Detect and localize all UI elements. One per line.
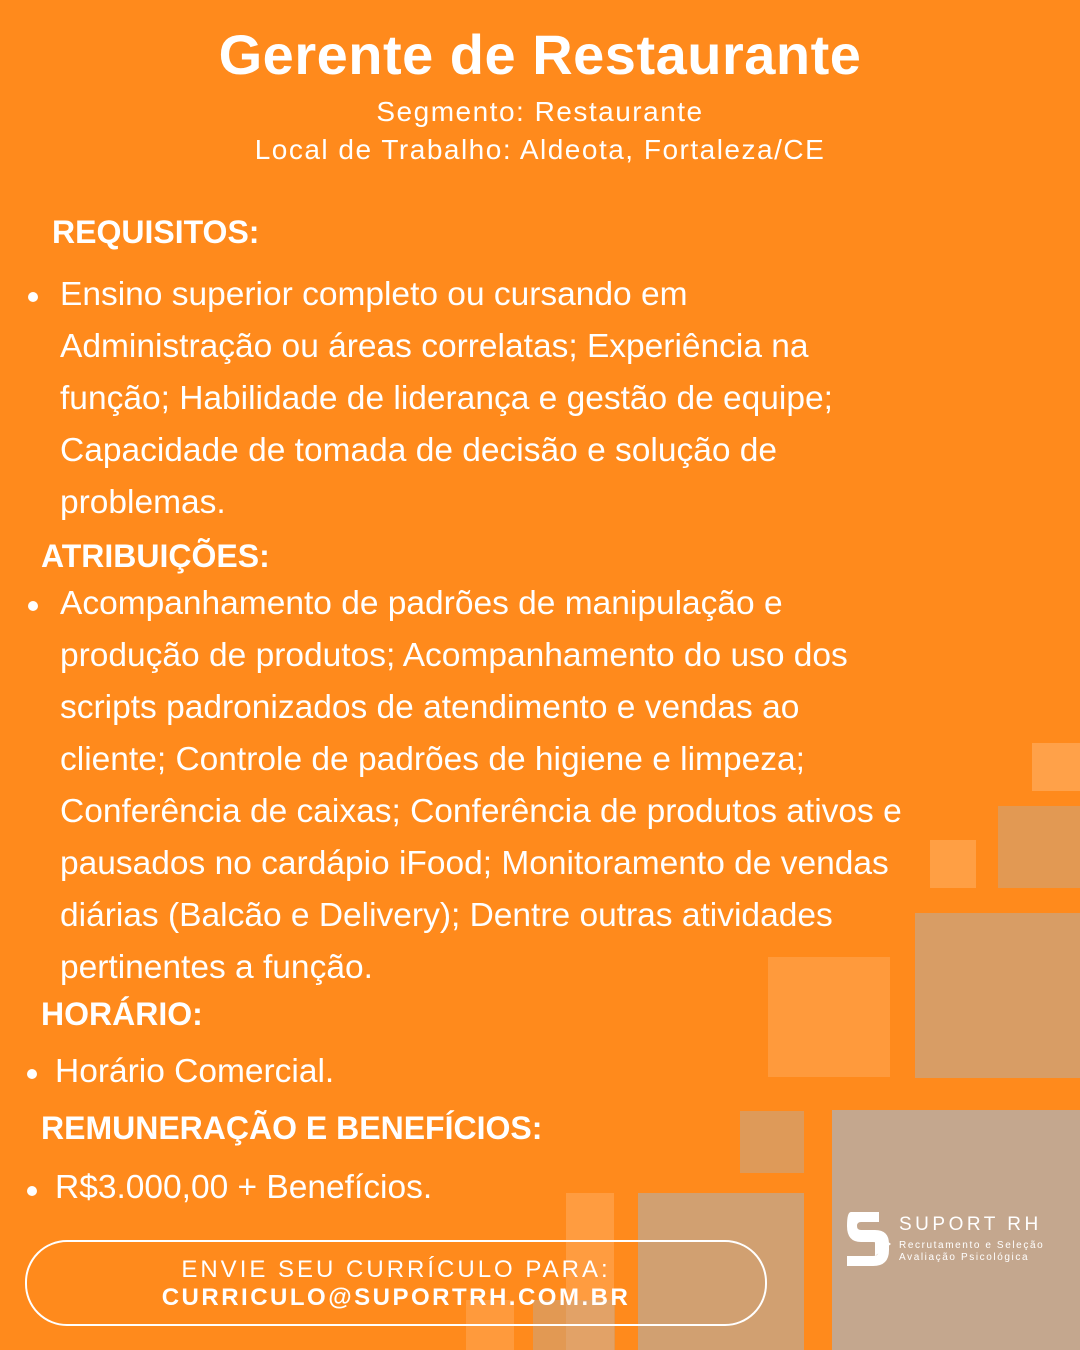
list-item: produção de produtos; Acompanhamento do uso dos — [60, 637, 848, 674]
logo-tagline: Recrutamento e Seleção — [899, 1240, 1045, 1251]
list-item: Conferência de caixas; Conferência de produtos ativos e — [60, 793, 902, 830]
list-item: cliente; Controle de padrões de higiene e limpeza; — [60, 741, 805, 778]
list-item: problemas. — [60, 484, 226, 521]
cta-label: ENVIE SEU CURRÍCULO PARA: — [181, 1256, 611, 1283]
logo-name: SUPORT RH — [899, 1214, 1042, 1235]
requirements-list — [60, 269, 1060, 529]
list-item: diárias (Balcão e Delivery); Dentre outras atividades — [60, 897, 833, 934]
duties-heading: ATRIBUIÇÕES: — [41, 538, 270, 574]
cta-email[interactable]: CURRICULO@SUPORTRH.COM.BR — [161, 1284, 631, 1311]
cta-email-pill[interactable] — [25, 1240, 767, 1326]
requirements-heading: REQUISITOS: — [52, 214, 260, 250]
bullet-icon — [28, 601, 38, 611]
bullet-icon — [28, 292, 38, 302]
decor-square — [740, 1111, 804, 1173]
compensation-heading: REMUNERAÇÃO E BENEFÍCIOS: — [41, 1110, 543, 1146]
list-item: pausados no cardápio iFood; Monitoramento de vendas — [60, 845, 889, 882]
list-item: função; Habilidade de liderança e gestão de equipe; — [60, 380, 833, 417]
bullet-icon — [27, 1069, 37, 1079]
bullet-icon — [27, 1186, 37, 1196]
suport-rh-logo — [845, 1210, 1075, 1270]
logo-s-arrow-icon — [845, 1210, 891, 1270]
compensation-item: R$3.000,00 + Benefícios. — [55, 1169, 433, 1206]
schedule-item: Horário Comercial. — [55, 1053, 335, 1090]
list-item: pertinentes a função. — [60, 949, 373, 986]
list-item: Acompanhamento de padrões de manipulação e — [60, 585, 783, 622]
duties-list — [60, 578, 1060, 994]
list-item: Ensino superior completo ou cursando em — [60, 276, 688, 313]
list-item: Administração ou áreas correlatas; Experiência na — [60, 328, 809, 365]
page-title: Gerente de Restaurante — [218, 23, 862, 86]
schedule-heading: HORÁRIO: — [41, 996, 203, 1032]
list-item: Capacidade de tomada de decisão e solução de — [60, 432, 778, 469]
logo-tagline: Avaliação Psicológica — [899, 1252, 1030, 1263]
list-item: scripts padronizados de atendimento e vendas ao — [60, 689, 800, 726]
segment-text: Segmento: Restaurante — [376, 96, 704, 127]
location-text: Local de Trabalho: Aldeota, Fortaleza/CE — [254, 134, 826, 165]
